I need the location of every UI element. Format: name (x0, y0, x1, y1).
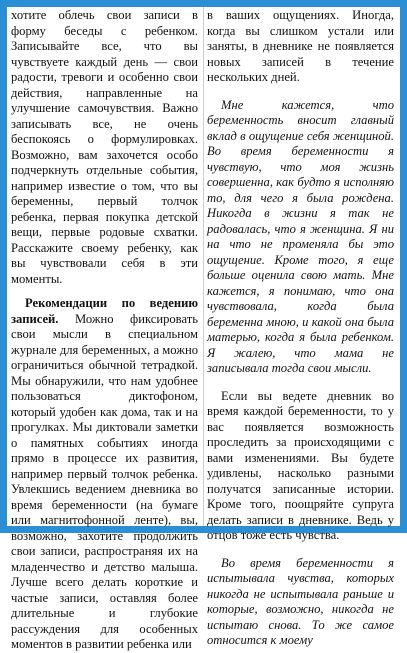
left-paragraph-2-text: Можно фиксировать свои мысли в специальном журнале для беременных, а можно ограничиться обычной тетрадкой. Мы обнаружили, что нам удобнее пользоваться диктофоном, который удобен как дома, так и на прогулках. Мы диктовали заметки о памятных событиях иногда прямо в процессе их развития, например первый толчок ребенка. Увлекшись ведением дневника во время беременности (на бумаге или магнитофонной ленте), вы, возможно, захотите продолжить свои записи, распространяя их на младенчество и детство малыша. Лучше всего делать короткие и частые записи, оставляя более длительные и глубокие рассуждения для особенных моментов в развитии ребенка или (11, 312, 198, 652)
right-paragraph-2: Если вы ведете дневник во время каждой беременности, то у вас появляется возможность проследить за происходящими с вами изменениями. Вы будете удивлены, насколько разными получатся записанные истории. Кроме того, поощряйте супруга делать записи в дневнике. Ведь у отцов тоже есть чувства. (207, 389, 394, 544)
page-content (7, 7, 400, 526)
right-paragraph-1: в ваших ощущениях. Иногда, когда вы слишком устали или заняты, в дневнике не появляется новых записей в течение нескольких дней. (207, 8, 394, 86)
quote-1: Мне кажется, что беременность вносит главный вклад в ощущение себя женщиной. Во время беременности я чувствую, что моя жизнь совершенна, как будто я исполняю то, для чего я была рождена. Никогда в жизни я так не радовалась, что я женщина. Я ни на что не променяла бы это ощущение. Кроме того, я еще больше оценила свою мать. Мне кажется, я понимаю, что она чувствовала, когда была беременна мною, и какой она была матерью, когда я была ребенком. Я жалею, что мама не записывала тогда свои мысли. (207, 98, 394, 377)
right-column (207, 8, 394, 649)
quote-2: Во время беременности я испытывала чувства, которых никогда не испытывала раньше и которые, возможно, никогда не испытаю снова. То же самое относится к моему (207, 556, 394, 649)
recommendations-heading: Рекомендации по ведению записей. (11, 296, 198, 326)
left-paragraph-2 (11, 296, 198, 653)
left-column (11, 8, 198, 653)
left-paragraph-1: хотите облечь свои записи в форму беседы с ребенком. Записывайте все, что вы чувствуете каждый день — свои радости, тревоги и особенно свои действия, направленные на улучшение самочувствия. Важно записывать все, не очень беспокоясь о формулировках. Возможно, вам захочется особо подчеркнуть отдельные события, например известие о том, что вы беременны, первый толчок ребенка, первая покупка детской вещи, первые родовые схватки. Расскажите своему ребенку, как вы чувствовали себя в эти моменты. (11, 8, 198, 287)
column-divider (203, 7, 204, 526)
